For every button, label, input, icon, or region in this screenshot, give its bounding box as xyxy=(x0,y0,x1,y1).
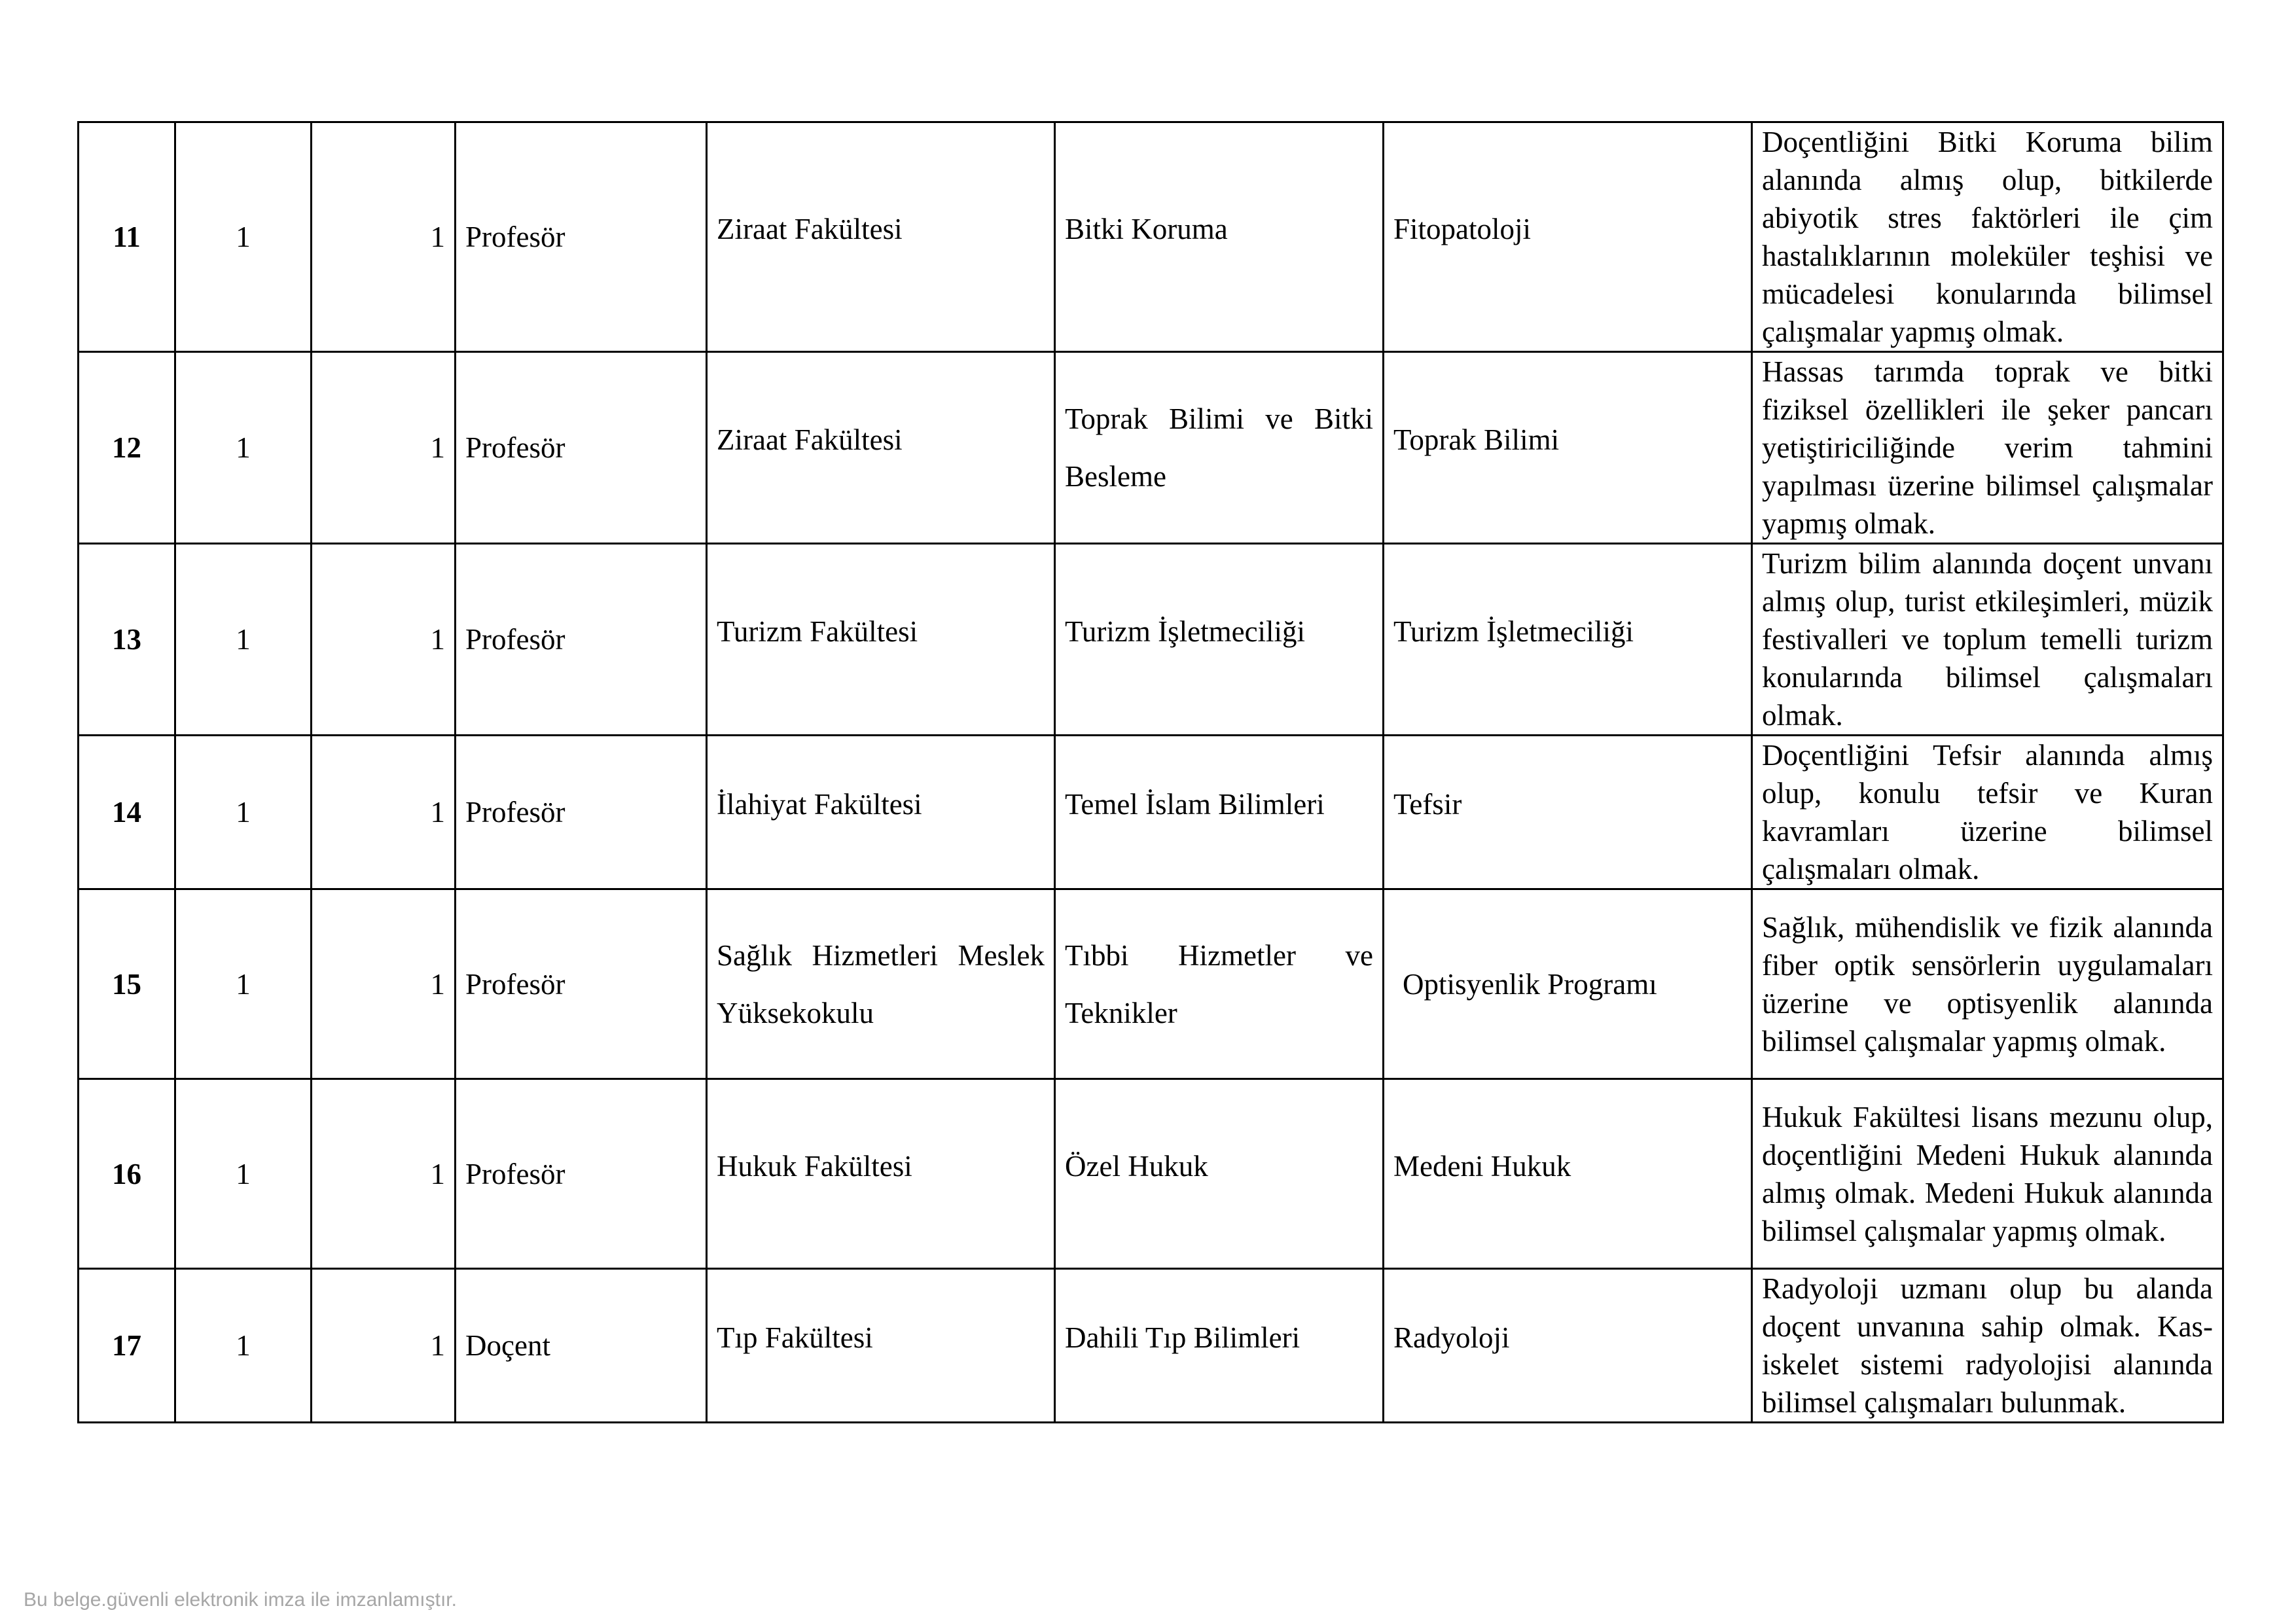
title-text: Doçent xyxy=(465,1329,550,1362)
field-text: Turizm İşletmeciliği xyxy=(1393,615,1634,648)
department-text: Tıbbi Hizmetler ve Teknikler xyxy=(1065,938,1373,1029)
field-text: Optisyenlik Programı xyxy=(1403,967,1657,1001)
table-row xyxy=(79,736,2223,889)
field-text: Radyoloji xyxy=(1393,1321,1510,1354)
requirement-cell: Radyoloji uzmanı olup bu alanda doçent unvanına sahip olmak. Kas-iskelet sistemi radyolojisi alanında bilimsel çalışmaları bulunmak. xyxy=(1752,1269,2223,1423)
unit-cell xyxy=(707,122,1055,352)
field-cell xyxy=(1384,122,1752,352)
unit-text: Hukuk Fakültesi xyxy=(717,1149,912,1183)
title-cell xyxy=(456,544,707,736)
department-text: Turizm İşletmeciliği xyxy=(1065,615,1306,648)
department-text: Özel Hukuk xyxy=(1065,1149,1208,1183)
staff-count: 1 xyxy=(312,1079,456,1269)
row-number: 17 xyxy=(79,1269,175,1423)
field-text: Toprak Bilimi xyxy=(1393,423,1560,456)
position-count: 1 xyxy=(175,736,312,889)
title-text: Profesör xyxy=(465,221,565,253)
position-count: 1 xyxy=(175,352,312,544)
unit-cell xyxy=(707,352,1055,544)
unit-text: Ziraat Fakültesi xyxy=(717,213,903,245)
department-cell xyxy=(1055,1269,1384,1423)
unit-cell xyxy=(707,1269,1055,1423)
table-row xyxy=(79,122,2223,352)
title-cell xyxy=(456,889,707,1079)
department-text: Temel İslam Bilimleri xyxy=(1065,788,1325,821)
field-cell xyxy=(1384,1079,1752,1269)
department-cell xyxy=(1055,122,1384,352)
unit-cell xyxy=(707,1079,1055,1269)
title-cell xyxy=(456,1269,707,1423)
position-count: 1 xyxy=(175,1079,312,1269)
staff-count: 1 xyxy=(312,122,456,352)
unit-text: Tıp Fakültesi xyxy=(717,1321,873,1354)
unit-text: İlahiyat Fakültesi xyxy=(717,788,922,821)
row-number: 14 xyxy=(79,736,175,889)
title-cell xyxy=(456,736,707,889)
unit-cell xyxy=(707,889,1055,1079)
field-text: Tefsir xyxy=(1393,788,1462,821)
department-text: Toprak Bilimi ve Bitki Besleme xyxy=(1065,402,1373,493)
requirement-cell: Sağlık, mühendislik ve fizik alanında fiber optik sensörlerin uygulamaları üzerine ve optisyenlik alanında bilimsel çalışmalar yapmış olmak. xyxy=(1752,889,2223,1079)
department-cell xyxy=(1055,352,1384,544)
field-cell xyxy=(1384,352,1752,544)
department-cell xyxy=(1055,544,1384,736)
row-number: 11 xyxy=(79,122,175,352)
table-row xyxy=(79,1269,2223,1423)
position-count: 1 xyxy=(175,544,312,736)
unit-cell xyxy=(707,544,1055,736)
table-row xyxy=(79,889,2223,1079)
field-text: Medeni Hukuk xyxy=(1393,1149,1571,1183)
department-cell xyxy=(1055,1079,1384,1269)
title-text: Profesör xyxy=(465,623,565,656)
field-text: Fitopatoloji xyxy=(1393,213,1532,245)
department-text: Dahili Tıp Bilimleri xyxy=(1065,1321,1300,1354)
department-cell xyxy=(1055,736,1384,889)
title-text: Profesör xyxy=(465,967,565,1001)
field-cell xyxy=(1384,1269,1752,1423)
department-cell xyxy=(1055,889,1384,1079)
title-cell xyxy=(456,1079,707,1269)
staff-count: 1 xyxy=(312,1269,456,1423)
field-cell xyxy=(1384,544,1752,736)
position-count: 1 xyxy=(175,122,312,352)
requirement-cell: Turizm bilim alanında doçent unvanı almış olup, turist etkileşimleri, müzik festivalleri ve toplum temelli turizm konularında bilimsel çalışmaları olmak. xyxy=(1752,544,2223,736)
staff-count: 1 xyxy=(312,544,456,736)
title-text: Profesör xyxy=(465,1157,565,1190)
department-text: Bitki Koruma xyxy=(1065,213,1228,245)
title-cell xyxy=(456,352,707,544)
unit-cell xyxy=(707,736,1055,889)
requirement-cell: Hukuk Fakültesi lisans mezunu olup, doçentliğini Medeni Hukuk alanında almış olmak. Medeni Hukuk alanında bilimsel çalışmalar yapmış olmak. xyxy=(1752,1079,2223,1269)
position-count: 1 xyxy=(175,1269,312,1423)
table-row xyxy=(79,352,2223,544)
row-number: 13 xyxy=(79,544,175,736)
title-cell xyxy=(456,122,707,352)
staff-count: 1 xyxy=(312,736,456,889)
row-number: 12 xyxy=(79,352,175,544)
table-row xyxy=(79,1079,2223,1269)
requirement-cell: Doçentliğini Tefsir alanında almış olup, konulu tefsir ve Kuran kavramları üzerine bilimsel çalışmaları olmak. xyxy=(1752,736,2223,889)
staff-count: 1 xyxy=(312,352,456,544)
requirement-cell: Doçentliğini Bitki Koruma bilim alanında almış olup, bitkilerde abiyotik stres faktörleri ile çim hastalıklarının moleküler teşhisi ve mücadelesi konularında bilimsel çalışmalar yapmış olmak. xyxy=(1752,122,2223,352)
title-text: Profesör xyxy=(465,796,565,829)
unit-text: Ziraat Fakültesi xyxy=(717,423,903,456)
staff-count: 1 xyxy=(312,889,456,1079)
unit-text: Turizm Fakültesi xyxy=(717,615,918,648)
e-signature-note: Bu belge.güvenli elektronik imza ile imzanlamıştır. xyxy=(24,1589,457,1611)
requirement-cell: Hassas tarımda toprak ve bitki fiziksel özellikleri ile şeker pancarı yetiştiriciliğinde verim tahmini yapılması üzerine bilimsel çalışmalar yapmış olmak. xyxy=(1752,352,2223,544)
position-count: 1 xyxy=(175,889,312,1079)
table-row xyxy=(79,544,2223,736)
positions-table xyxy=(77,121,2224,1423)
field-cell xyxy=(1384,736,1752,889)
row-number: 15 xyxy=(79,889,175,1079)
unit-text: Sağlık Hizmetleri Meslek Yüksekokulu xyxy=(717,938,1045,1029)
row-number: 16 xyxy=(79,1079,175,1269)
title-text: Profesör xyxy=(465,431,565,464)
field-cell xyxy=(1384,889,1752,1079)
